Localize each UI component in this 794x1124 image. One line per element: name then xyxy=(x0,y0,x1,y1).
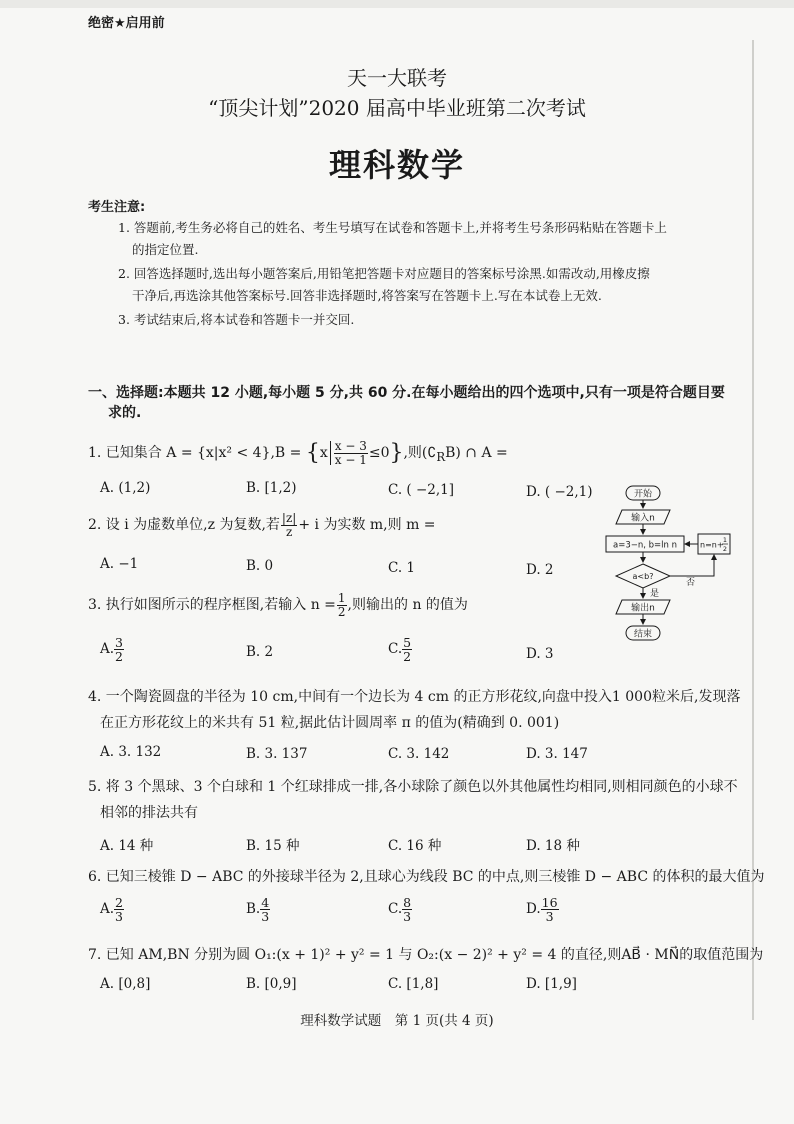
question-1 xyxy=(88,440,508,466)
q1-fraction: $\frac{x - 3}{x - 1}$ xyxy=(334,439,367,467)
question-3 xyxy=(88,592,468,618)
note-line: 3. 考试结束后,将本试卷和答题卡一并交回. xyxy=(118,312,355,327)
q1-brace: { xyxy=(305,440,320,466)
page-footer: 理科数学试题 第 1 页(共 4 页) xyxy=(300,1013,494,1029)
q5-option: B. 15 种 xyxy=(246,838,300,854)
q1-brace: } xyxy=(389,440,404,466)
q7-option: B. [0,9] xyxy=(246,976,297,992)
flow-process-label: a=3−n, b=ln n xyxy=(612,540,678,551)
question-4: 4. 一个陶瓷圆盘的半径为 10 cm,中间有一个边长为 4 cm 的正方形花纹,向盘中投入1 000粒米后,发现落 xyxy=(88,689,741,705)
q2-option: B. 0 xyxy=(246,558,274,574)
flow-output-label: 输出n xyxy=(631,603,655,614)
q2-option: C. 1 xyxy=(388,560,416,576)
q3-text: ,则输出的 n 的值为 xyxy=(347,597,468,614)
q1-option: A. (1,2) xyxy=(100,480,151,496)
q5-option: C. 16 种 xyxy=(388,838,442,854)
question-6: 6. 已知三棱锥 D − ABC 的外接球半径为 2,且球心为线段 BC 的中点,则三棱锥 D − ABC 的体积的最大值为 xyxy=(88,869,765,885)
q7-option: D. [1,9] xyxy=(526,976,577,992)
flow-no-label: 否 xyxy=(686,578,696,588)
confidential-label: 绝密★启用前 xyxy=(88,16,165,31)
exam-title: “顶尖计划”2020 届高中毕业班第二次考试 xyxy=(208,96,586,120)
question-5-cont: 相邻的排法共有 xyxy=(100,805,198,821)
q1-var: x xyxy=(319,445,328,462)
q3-option: A. $\frac{3}{2}$ xyxy=(100,635,123,665)
flow-yes-label: 是 xyxy=(650,589,660,599)
flow-start-label: 开始 xyxy=(633,489,653,500)
section-heading: 一、选择题:本题共 12 小题,每小题 5 分,共 60 分.在每小题给出的四个选项中,只有一项是符合题目要 xyxy=(88,385,725,401)
q2-text: + i 为实数 m,则 m = xyxy=(298,517,436,534)
q1-option: D. ( −2,1) xyxy=(526,484,593,500)
note-line: 2. 回答选择题时,选出每小题答案后,用铅笔把答题卡对应题目的答案标号涂黑.如需改动,用橡皮擦 xyxy=(118,266,650,281)
q3-text: 3. 执行如图所示的程序框图,若输入 n = xyxy=(88,597,336,614)
q3-option: B. 2 xyxy=(246,644,274,660)
section-heading-cont: 求的. xyxy=(108,405,142,421)
q7-option: A. [0,8] xyxy=(100,976,151,992)
q6-option: C. $\frac{8}{3}$ xyxy=(388,895,412,925)
q3-option: C. $\frac{5}{2}$ xyxy=(388,635,412,665)
exam-organizer: 天一大联考 xyxy=(347,66,447,90)
question-2 xyxy=(88,512,436,538)
q1-rel: ≤0 xyxy=(368,445,390,462)
q1-text: ,则(∁ xyxy=(403,445,437,462)
question-4-cont: 在正方形花纹上的米共有 51 粒,据此估计圆周率 π 的值为(精确到 0. 001) xyxy=(100,715,560,731)
q5-option: A. 14 种 xyxy=(100,838,154,854)
q1-bar xyxy=(330,441,331,465)
q1-option: B. [1,2) xyxy=(246,480,297,496)
q1-sub: R xyxy=(436,449,446,464)
question-5: 5. 将 3 个黑球、3 个白球和 1 个红球排成一排,各小球除了颜色以外其他属性均相同,则相同颜色的小球不 xyxy=(88,779,738,795)
q1-text: 1. 已知集合 A = {x|x² < 4},B = xyxy=(88,445,306,462)
q2-option: A. −1 xyxy=(100,556,139,572)
flow-decision-label: a<b? xyxy=(632,572,654,581)
notes-heading: 考生注意: xyxy=(88,200,146,215)
q5-option: D. 18 种 xyxy=(526,838,580,854)
q2-fraction: $\frac{|z|}{z}$ xyxy=(281,511,297,539)
q2-text: 2. 设 i 为虚数单位,z 为复数,若 xyxy=(88,517,280,534)
flow-input-label: 输入n xyxy=(631,513,655,524)
note-line: 的指定位置. xyxy=(132,242,199,257)
q4-option: D. 3. 147 xyxy=(526,746,588,762)
note-line: 1. 答题前,考生务必将自己的姓名、考生号填写在试卷和答题卡上,并将考生号条形码粘贴在答题卡上 xyxy=(118,220,667,235)
subject-title: 理科数学 xyxy=(328,146,465,184)
q3-fraction: $\frac{1}{2}$ xyxy=(337,591,346,619)
flow-update-label: n=n+ xyxy=(700,540,724,550)
flow-update-num: 1 xyxy=(722,536,728,544)
q3-option: D. 3 xyxy=(526,646,554,662)
question-7: 7. 已知 AM,BN 分别为圆 O₁:(x + 1)² + y² = 1 与 O₂:(x − 2)² + y² = 4 的直径,则AB⃗ · MN⃗的取值范围为 xyxy=(88,947,764,963)
q4-option: C. 3. 142 xyxy=(388,746,450,762)
q4-option: B. 3. 137 xyxy=(246,746,308,762)
note-line: 干净后,再选涂其他答案标号.回答非选择题时,将答案写在答题卡上.写在本试卷上无效. xyxy=(132,288,602,303)
q4-option: A. 3. 132 xyxy=(100,744,162,760)
q7-option: C. [1,8] xyxy=(388,976,439,992)
q6-option: D. $\frac{16}{3}$ xyxy=(526,895,558,925)
q2-option: D. 2 xyxy=(526,562,554,578)
q1-option: C. ( −2,1] xyxy=(388,482,455,498)
q6-option: A. $\frac{2}{3}$ xyxy=(100,895,123,925)
flow-update-den: 2 xyxy=(722,545,728,553)
q6-option: B. $\frac{4}{3}$ xyxy=(246,895,270,925)
flow-end-label: 结束 xyxy=(633,629,653,640)
program-flowchart xyxy=(600,484,740,644)
q1-text: B) ∩ A = xyxy=(445,445,508,462)
scan-top-strip xyxy=(0,0,794,8)
